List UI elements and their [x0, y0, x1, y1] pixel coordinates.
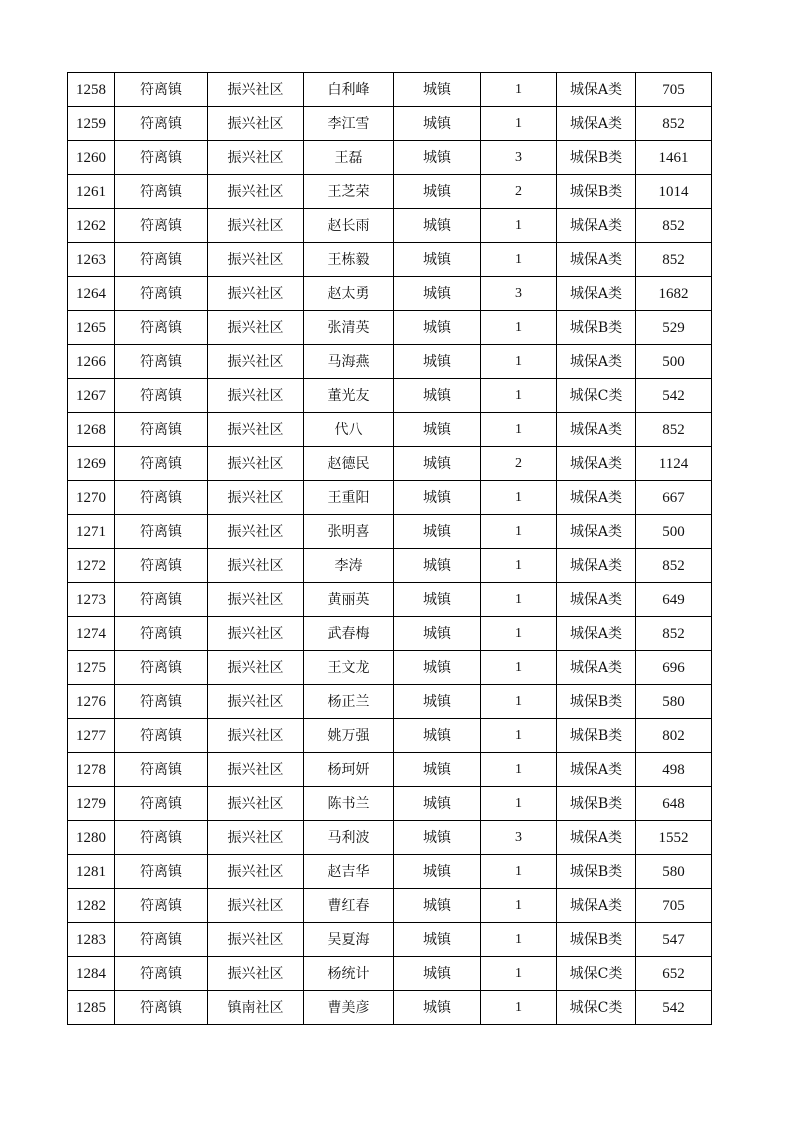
- cell-insurance-category: 城保A类: [557, 651, 636, 685]
- table-row: [68, 685, 712, 719]
- cell-person-name: 赵德民: [304, 447, 394, 481]
- cell-amount: 542: [636, 379, 712, 413]
- cell-person-name: 李江雪: [304, 107, 394, 141]
- cell-household-size: 1: [481, 379, 557, 413]
- cell-serial-number: 1271: [68, 515, 115, 549]
- cell-area-type: 城镇: [394, 617, 481, 651]
- cell-community: 振兴社区: [208, 753, 304, 787]
- cell-household-size: 1: [481, 991, 557, 1025]
- cell-insurance-category: 城保C类: [557, 379, 636, 413]
- cell-town: 符离镇: [115, 889, 208, 923]
- table-row: [68, 175, 712, 209]
- table-row: [68, 73, 712, 107]
- cell-area-type: 城镇: [394, 311, 481, 345]
- cell-household-size: 3: [481, 277, 557, 311]
- cell-community: 振兴社区: [208, 379, 304, 413]
- table-row: [68, 923, 712, 957]
- cell-insurance-category: 城保A类: [557, 243, 636, 277]
- cell-household-size: 1: [481, 753, 557, 787]
- cell-community: 振兴社区: [208, 311, 304, 345]
- cell-community: 振兴社区: [208, 277, 304, 311]
- cell-town: 符离镇: [115, 345, 208, 379]
- cell-area-type: 城镇: [394, 447, 481, 481]
- cell-town: 符离镇: [115, 991, 208, 1025]
- cell-insurance-category: 城保B类: [557, 719, 636, 753]
- cell-serial-number: 1274: [68, 617, 115, 651]
- cell-insurance-category: 城保A类: [557, 481, 636, 515]
- table-row: [68, 209, 712, 243]
- cell-town: 符离镇: [115, 617, 208, 651]
- table-row: [68, 991, 712, 1025]
- beneficiary-table: [67, 72, 712, 1025]
- cell-community: 振兴社区: [208, 719, 304, 753]
- cell-serial-number: 1283: [68, 923, 115, 957]
- table-row: [68, 889, 712, 923]
- cell-amount: 1124: [636, 447, 712, 481]
- cell-household-size: 3: [481, 821, 557, 855]
- cell-serial-number: 1259: [68, 107, 115, 141]
- cell-person-name: 赵长雨: [304, 209, 394, 243]
- cell-serial-number: 1275: [68, 651, 115, 685]
- cell-insurance-category: 城保A类: [557, 447, 636, 481]
- cell-town: 符离镇: [115, 141, 208, 175]
- cell-household-size: 1: [481, 787, 557, 821]
- cell-serial-number: 1264: [68, 277, 115, 311]
- cell-community: 振兴社区: [208, 345, 304, 379]
- cell-insurance-category: 城保A类: [557, 583, 636, 617]
- cell-community: 振兴社区: [208, 141, 304, 175]
- cell-town: 符离镇: [115, 957, 208, 991]
- cell-amount: 500: [636, 345, 712, 379]
- cell-insurance-category: 城保A类: [557, 821, 636, 855]
- cell-household-size: 3: [481, 141, 557, 175]
- cell-community: 振兴社区: [208, 923, 304, 957]
- cell-community: 振兴社区: [208, 243, 304, 277]
- cell-insurance-category: 城保B类: [557, 855, 636, 889]
- cell-community: 振兴社区: [208, 209, 304, 243]
- cell-town: 符离镇: [115, 107, 208, 141]
- table-row: [68, 719, 712, 753]
- cell-amount: 852: [636, 549, 712, 583]
- cell-amount: 705: [636, 889, 712, 923]
- cell-town: 符离镇: [115, 209, 208, 243]
- cell-community: 振兴社区: [208, 651, 304, 685]
- cell-household-size: 1: [481, 515, 557, 549]
- cell-town: 符离镇: [115, 549, 208, 583]
- cell-amount: 649: [636, 583, 712, 617]
- cell-area-type: 城镇: [394, 277, 481, 311]
- table-row: [68, 855, 712, 889]
- cell-area-type: 城镇: [394, 413, 481, 447]
- cell-person-name: 张明喜: [304, 515, 394, 549]
- cell-town: 符离镇: [115, 719, 208, 753]
- cell-amount: 580: [636, 685, 712, 719]
- cell-serial-number: 1276: [68, 685, 115, 719]
- table-row: [68, 753, 712, 787]
- cell-serial-number: 1261: [68, 175, 115, 209]
- cell-insurance-category: 城保B类: [557, 175, 636, 209]
- cell-town: 符离镇: [115, 583, 208, 617]
- cell-serial-number: 1282: [68, 889, 115, 923]
- cell-person-name: 董光友: [304, 379, 394, 413]
- cell-insurance-category: 城保A类: [557, 209, 636, 243]
- cell-area-type: 城镇: [394, 719, 481, 753]
- cell-household-size: 1: [481, 107, 557, 141]
- cell-community: 振兴社区: [208, 787, 304, 821]
- cell-household-size: 1: [481, 209, 557, 243]
- cell-person-name: 曹红春: [304, 889, 394, 923]
- table-row: [68, 787, 712, 821]
- cell-town: 符离镇: [115, 447, 208, 481]
- cell-community: 振兴社区: [208, 855, 304, 889]
- cell-insurance-category: 城保B类: [557, 685, 636, 719]
- cell-community: 振兴社区: [208, 175, 304, 209]
- cell-area-type: 城镇: [394, 651, 481, 685]
- cell-household-size: 2: [481, 447, 557, 481]
- cell-insurance-category: 城保B类: [557, 923, 636, 957]
- cell-person-name: 王文龙: [304, 651, 394, 685]
- cell-area-type: 城镇: [394, 141, 481, 175]
- cell-amount: 705: [636, 73, 712, 107]
- cell-town: 符离镇: [115, 515, 208, 549]
- cell-household-size: 1: [481, 685, 557, 719]
- cell-insurance-category: 城保A类: [557, 617, 636, 651]
- table-row: [68, 413, 712, 447]
- cell-serial-number: 1270: [68, 481, 115, 515]
- cell-person-name: 吴夏海: [304, 923, 394, 957]
- cell-amount: 852: [636, 107, 712, 141]
- cell-amount: 1682: [636, 277, 712, 311]
- cell-area-type: 城镇: [394, 957, 481, 991]
- cell-insurance-category: 城保C类: [557, 991, 636, 1025]
- cell-amount: 1014: [636, 175, 712, 209]
- cell-town: 符离镇: [115, 821, 208, 855]
- cell-area-type: 城镇: [394, 515, 481, 549]
- cell-serial-number: 1267: [68, 379, 115, 413]
- cell-person-name: 王重阳: [304, 481, 394, 515]
- cell-area-type: 城镇: [394, 583, 481, 617]
- cell-insurance-category: 城保A类: [557, 889, 636, 923]
- cell-serial-number: 1285: [68, 991, 115, 1025]
- cell-town: 符离镇: [115, 923, 208, 957]
- cell-person-name: 陈书兰: [304, 787, 394, 821]
- cell-person-name: 赵太勇: [304, 277, 394, 311]
- cell-area-type: 城镇: [394, 345, 481, 379]
- cell-household-size: 1: [481, 345, 557, 379]
- cell-community: 振兴社区: [208, 413, 304, 447]
- cell-amount: 852: [636, 413, 712, 447]
- cell-town: 符离镇: [115, 787, 208, 821]
- cell-person-name: 赵吉华: [304, 855, 394, 889]
- table-row: [68, 957, 712, 991]
- cell-community: 镇南社区: [208, 991, 304, 1025]
- cell-amount: 580: [636, 855, 712, 889]
- table-body: [68, 73, 712, 1025]
- cell-town: 符离镇: [115, 753, 208, 787]
- cell-serial-number: 1268: [68, 413, 115, 447]
- cell-serial-number: 1269: [68, 447, 115, 481]
- cell-person-name: 马利波: [304, 821, 394, 855]
- cell-amount: 667: [636, 481, 712, 515]
- cell-amount: 648: [636, 787, 712, 821]
- cell-insurance-category: 城保A类: [557, 515, 636, 549]
- cell-serial-number: 1272: [68, 549, 115, 583]
- cell-town: 符离镇: [115, 73, 208, 107]
- cell-town: 符离镇: [115, 311, 208, 345]
- cell-community: 振兴社区: [208, 889, 304, 923]
- cell-household-size: 1: [481, 923, 557, 957]
- cell-household-size: 1: [481, 549, 557, 583]
- cell-household-size: 1: [481, 957, 557, 991]
- cell-insurance-category: 城保B类: [557, 787, 636, 821]
- table-row: [68, 617, 712, 651]
- cell-amount: 852: [636, 617, 712, 651]
- cell-amount: 802: [636, 719, 712, 753]
- cell-community: 振兴社区: [208, 73, 304, 107]
- cell-community: 振兴社区: [208, 549, 304, 583]
- cell-household-size: 1: [481, 311, 557, 345]
- cell-person-name: 白利峰: [304, 73, 394, 107]
- cell-area-type: 城镇: [394, 549, 481, 583]
- cell-household-size: 2: [481, 175, 557, 209]
- cell-serial-number: 1278: [68, 753, 115, 787]
- cell-amount: 852: [636, 243, 712, 277]
- cell-amount: 500: [636, 515, 712, 549]
- cell-community: 振兴社区: [208, 481, 304, 515]
- cell-area-type: 城镇: [394, 209, 481, 243]
- cell-serial-number: 1265: [68, 311, 115, 345]
- cell-household-size: 1: [481, 243, 557, 277]
- cell-serial-number: 1279: [68, 787, 115, 821]
- cell-area-type: 城镇: [394, 379, 481, 413]
- cell-person-name: 姚万强: [304, 719, 394, 753]
- cell-town: 符离镇: [115, 277, 208, 311]
- cell-amount: 852: [636, 209, 712, 243]
- cell-town: 符离镇: [115, 175, 208, 209]
- cell-serial-number: 1281: [68, 855, 115, 889]
- table-row: [68, 277, 712, 311]
- cell-area-type: 城镇: [394, 481, 481, 515]
- table-row: [68, 345, 712, 379]
- cell-serial-number: 1273: [68, 583, 115, 617]
- cell-person-name: 杨正兰: [304, 685, 394, 719]
- cell-community: 振兴社区: [208, 685, 304, 719]
- cell-person-name: 王磊: [304, 141, 394, 175]
- cell-amount: 498: [636, 753, 712, 787]
- cell-town: 符离镇: [115, 855, 208, 889]
- cell-community: 振兴社区: [208, 583, 304, 617]
- cell-insurance-category: 城保A类: [557, 277, 636, 311]
- cell-household-size: 1: [481, 73, 557, 107]
- cell-person-name: 杨珂妍: [304, 753, 394, 787]
- cell-insurance-category: 城保B类: [557, 141, 636, 175]
- cell-amount: 652: [636, 957, 712, 991]
- cell-person-name: 武春梅: [304, 617, 394, 651]
- cell-amount: 696: [636, 651, 712, 685]
- cell-serial-number: 1258: [68, 73, 115, 107]
- cell-person-name: 马海燕: [304, 345, 394, 379]
- cell-amount: 1461: [636, 141, 712, 175]
- cell-area-type: 城镇: [394, 855, 481, 889]
- cell-area-type: 城镇: [394, 923, 481, 957]
- cell-amount: 529: [636, 311, 712, 345]
- cell-household-size: 1: [481, 889, 557, 923]
- cell-area-type: 城镇: [394, 753, 481, 787]
- cell-town: 符离镇: [115, 651, 208, 685]
- cell-person-name: 王栋毅: [304, 243, 394, 277]
- table-row: [68, 311, 712, 345]
- cell-area-type: 城镇: [394, 175, 481, 209]
- cell-person-name: 黄丽英: [304, 583, 394, 617]
- cell-amount: 542: [636, 991, 712, 1025]
- cell-amount: 1552: [636, 821, 712, 855]
- cell-area-type: 城镇: [394, 787, 481, 821]
- cell-serial-number: 1277: [68, 719, 115, 753]
- cell-area-type: 城镇: [394, 991, 481, 1025]
- cell-serial-number: 1263: [68, 243, 115, 277]
- table-row: [68, 515, 712, 549]
- cell-insurance-category: 城保C类: [557, 957, 636, 991]
- cell-insurance-category: 城保A类: [557, 413, 636, 447]
- table-row: [68, 549, 712, 583]
- cell-area-type: 城镇: [394, 685, 481, 719]
- table-row: [68, 651, 712, 685]
- cell-household-size: 1: [481, 719, 557, 753]
- cell-community: 振兴社区: [208, 107, 304, 141]
- cell-insurance-category: 城保A类: [557, 345, 636, 379]
- cell-serial-number: 1266: [68, 345, 115, 379]
- cell-insurance-category: 城保A类: [557, 549, 636, 583]
- cell-household-size: 1: [481, 481, 557, 515]
- cell-town: 符离镇: [115, 413, 208, 447]
- table-row: [68, 583, 712, 617]
- cell-household-size: 1: [481, 583, 557, 617]
- cell-household-size: 1: [481, 855, 557, 889]
- cell-household-size: 1: [481, 413, 557, 447]
- cell-insurance-category: 城保A类: [557, 73, 636, 107]
- cell-community: 振兴社区: [208, 447, 304, 481]
- cell-serial-number: 1260: [68, 141, 115, 175]
- cell-community: 振兴社区: [208, 617, 304, 651]
- table-row: [68, 821, 712, 855]
- table-row: [68, 243, 712, 277]
- table-row: [68, 141, 712, 175]
- cell-person-name: 王芝荣: [304, 175, 394, 209]
- cell-insurance-category: 城保A类: [557, 107, 636, 141]
- table-row: [68, 107, 712, 141]
- cell-community: 振兴社区: [208, 821, 304, 855]
- cell-town: 符离镇: [115, 685, 208, 719]
- cell-serial-number: 1280: [68, 821, 115, 855]
- cell-serial-number: 1262: [68, 209, 115, 243]
- cell-town: 符离镇: [115, 481, 208, 515]
- cell-town: 符离镇: [115, 243, 208, 277]
- table-row: [68, 447, 712, 481]
- cell-person-name: 李涛: [304, 549, 394, 583]
- cell-insurance-category: 城保B类: [557, 311, 636, 345]
- cell-person-name: 杨统计: [304, 957, 394, 991]
- cell-person-name: 代八: [304, 413, 394, 447]
- cell-person-name: 曹美彦: [304, 991, 394, 1025]
- cell-area-type: 城镇: [394, 107, 481, 141]
- cell-area-type: 城镇: [394, 73, 481, 107]
- cell-area-type: 城镇: [394, 889, 481, 923]
- cell-person-name: 张清英: [304, 311, 394, 345]
- cell-insurance-category: 城保A类: [557, 753, 636, 787]
- cell-household-size: 1: [481, 651, 557, 685]
- cell-serial-number: 1284: [68, 957, 115, 991]
- cell-area-type: 城镇: [394, 821, 481, 855]
- cell-community: 振兴社区: [208, 957, 304, 991]
- cell-household-size: 1: [481, 617, 557, 651]
- table-row: [68, 481, 712, 515]
- cell-amount: 547: [636, 923, 712, 957]
- cell-community: 振兴社区: [208, 515, 304, 549]
- cell-area-type: 城镇: [394, 243, 481, 277]
- cell-town: 符离镇: [115, 379, 208, 413]
- table-row: [68, 379, 712, 413]
